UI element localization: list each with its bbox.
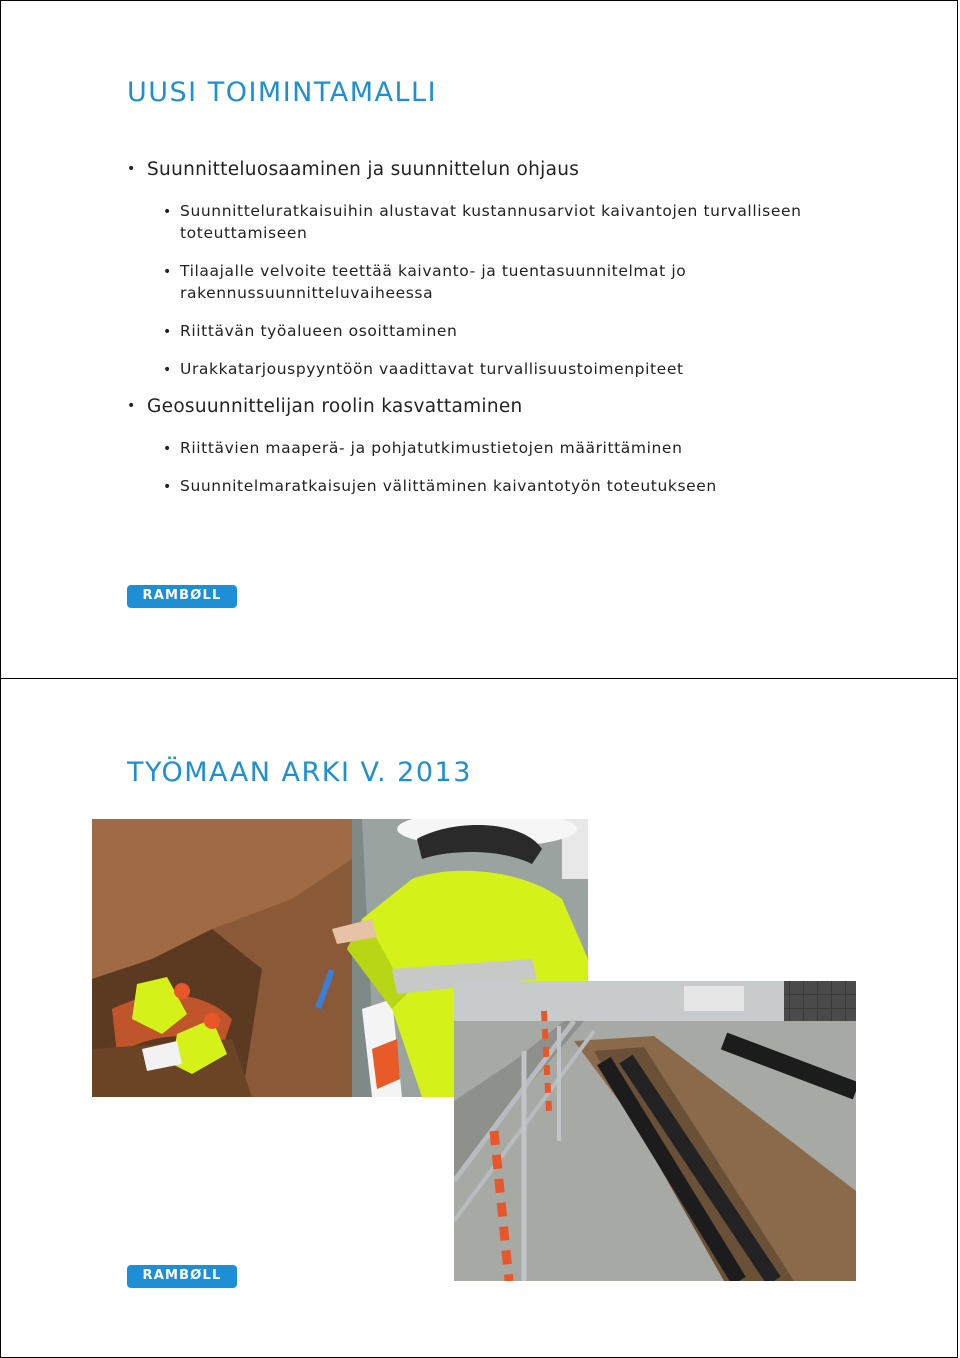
bullet-text: Riittävien maaperä- ja pohjatutkimustietojen määrittäminen bbox=[180, 439, 683, 457]
bullet-item bbox=[127, 396, 887, 417]
bullet-dot: • bbox=[163, 479, 172, 495]
bullet-text: Suunnitteluratkaisuihin alustavat kustannusarviot kaivantojen turvalliseen toteuttamiseen bbox=[180, 202, 802, 242]
bullet-dot: • bbox=[163, 264, 172, 280]
ramboll-logo: RAMBØLL bbox=[127, 1265, 237, 1288]
sub-bullet-item bbox=[127, 475, 887, 497]
bullet-list bbox=[127, 159, 887, 513]
bullet-text: Suunnitelmaratkaisujen välittäminen kaivantotyön toteutukseen bbox=[180, 477, 717, 495]
slide-title: TYÖMAAN ARKI V. 2013 bbox=[127, 757, 472, 788]
sub-bullet-item bbox=[127, 358, 887, 380]
sub-bullet-item bbox=[127, 260, 887, 304]
bullet-text: Riittävän työalueen osoittaminen bbox=[180, 322, 458, 340]
bullet-text: Geosuunnittelijan roolin kasvattaminen bbox=[147, 396, 523, 417]
bullet-text: Tilaajalle velvoite teettää kaivanto- ja tuentasuunnitelmat jo rakennussuunnitteluvaiheessa bbox=[180, 262, 687, 302]
bullet-dot: • bbox=[163, 204, 172, 220]
bullet-item bbox=[127, 159, 887, 180]
bullet-dot: • bbox=[163, 362, 172, 378]
bullet-text: Urakkatarjouspyyntöön vaadittavat turvallisuustoimenpiteet bbox=[180, 360, 684, 378]
bullet-dot: • bbox=[127, 161, 136, 177]
sub-bullet-item bbox=[127, 437, 887, 459]
slide-1 bbox=[0, 0, 958, 680]
bullet-text: Suunnitteluosaaminen ja suunnittelun ohjaus bbox=[147, 159, 580, 180]
pipes-in-trench-photo bbox=[454, 981, 856, 1281]
bullet-dot: • bbox=[163, 324, 172, 340]
bullet-dot: • bbox=[127, 398, 136, 414]
slide-2 bbox=[0, 678, 958, 1358]
slide-title: UUSI TOIMINTAMALLI bbox=[127, 77, 438, 108]
bullet-dot: • bbox=[163, 441, 172, 457]
sub-bullet-item bbox=[127, 320, 887, 342]
ramboll-logo: RAMBØLL bbox=[127, 585, 237, 608]
sub-bullet-item bbox=[127, 200, 887, 244]
